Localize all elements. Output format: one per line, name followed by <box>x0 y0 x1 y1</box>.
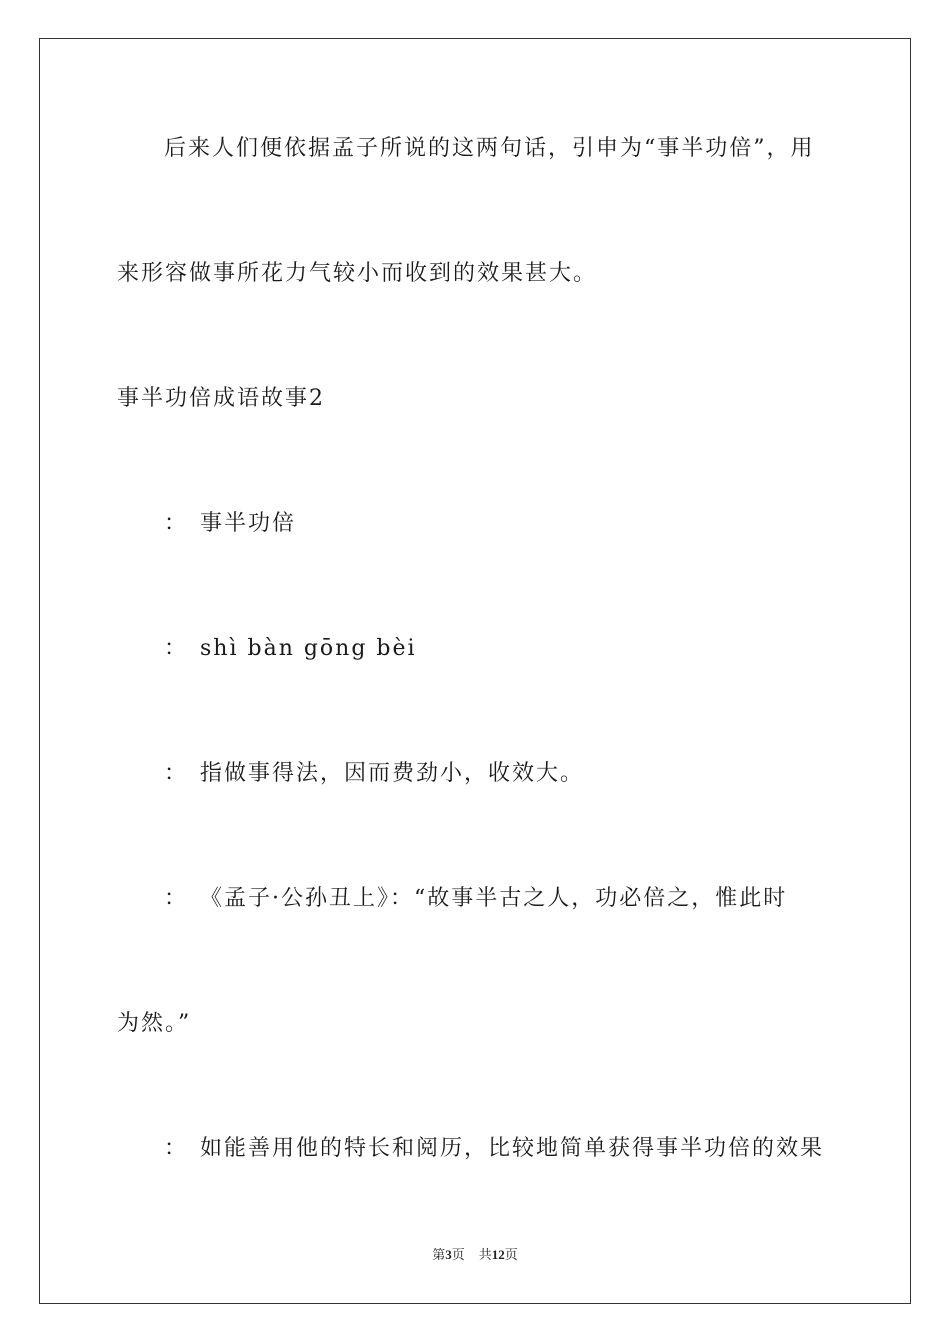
total-suffix: 页 <box>504 1247 518 1262</box>
page-suffix: 页 <box>451 1247 465 1262</box>
entry-source <box>164 884 787 914</box>
page-prefix: 第 <box>432 1247 446 1262</box>
entry-example <box>164 1134 824 1164</box>
page-current: 3 <box>445 1247 452 1262</box>
total-prefix: 共 <box>478 1247 492 1262</box>
page-footer <box>0 1246 950 1264</box>
entry-colon: ： <box>164 1136 189 1161</box>
entry-idiom <box>164 509 296 539</box>
page-total: 12 <box>491 1247 505 1262</box>
paragraph-line: 来形容做事所花力气较小而收到的效果甚大。 <box>117 261 598 286</box>
entry-colon: ： <box>164 761 189 786</box>
entry-meaning <box>164 759 584 789</box>
entry-source-continuation: 为然。” <box>117 1011 192 1036</box>
entry-colon: ： <box>164 636 189 661</box>
entry-pinyin <box>164 634 417 664</box>
paragraph-line: 后来人们便依据孟子所说的这两句话，引申为“事半功倍”，用 <box>164 136 815 161</box>
entry-colon: ： <box>164 886 189 911</box>
entry-text: shì bàn gōng bèi <box>200 636 417 661</box>
page-frame <box>39 38 911 1304</box>
entry-text: 事半功倍 <box>200 511 297 536</box>
entry-text: 《孟子·公孙丑上》：“故事半古之人，功必倍之，惟此时 <box>200 886 788 911</box>
entry-text: 如能善用他的特长和阅历，比较地简单获得事半功倍的效果 <box>200 1136 825 1161</box>
entry-colon: ： <box>164 511 189 536</box>
section-heading: 事半功倍成语故事2 <box>117 386 325 411</box>
entry-text: 指做事得法，因而费劲小，收效大。 <box>200 761 585 786</box>
